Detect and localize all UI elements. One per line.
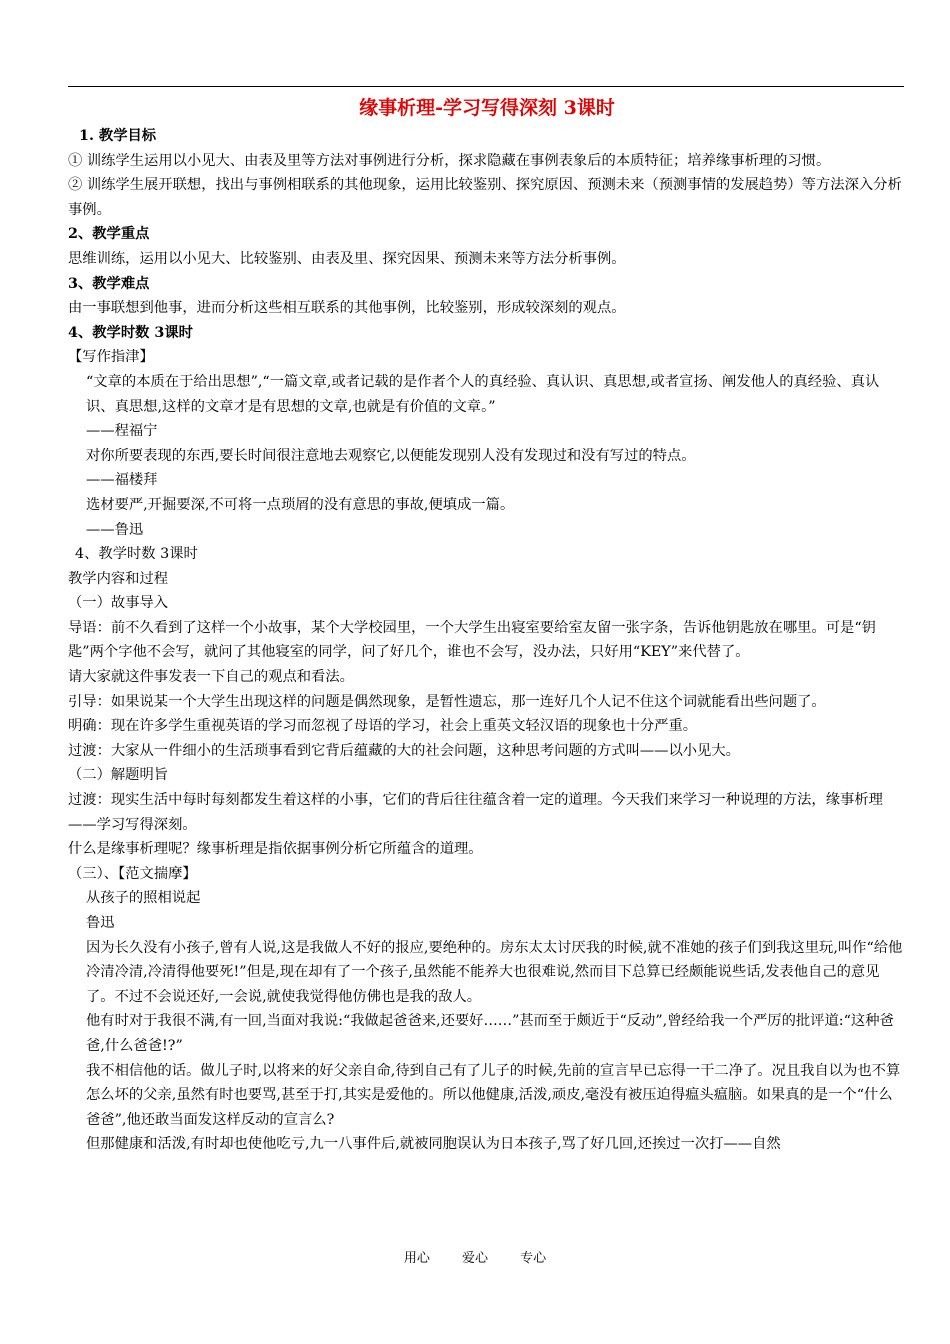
paragraph: （一）故事导入 [68,595,169,612]
paragraph: 教学内容和过程 [68,570,169,587]
paragraph: ① 训练学生运用以小见大、由表及里等方法对事例进行分析，探求隐藏在事例表象后的本质特征；培养缘事析理的习惯。 [68,152,831,169]
paragraph: 鲁迅 [86,915,115,931]
paragraph: 过渡：现实生活中每时每刻都发生着这样的小事，它们的背后往往蕴含着一定的道理。今天我们来学习一种说理的方法，缘事析理——学习写得深刻。 [68,792,883,833]
paragraph: 请大家就这件事发表一下自己的观点和看法。 [68,669,354,686]
paragraph: （二）解题明旨 [68,767,169,784]
paragraph: ——程福宁 [86,423,158,440]
page-footer [0,1250,950,1268]
section-heading: 2、教学重点 [68,226,150,243]
paragraph: 从孩子的照相说起 [86,890,201,907]
section-heading: 1. 教学目标 [79,128,157,144]
paragraph: ② 训练学生展开联想，找出与事例相联系的其他现象，运用比较鉴别、探究原因、预测未来（预测事情的发展趋势）等方法深入分析事例。 [68,177,902,218]
paragraph: 导语：前不久看到了这样一个小故事，某个大学校园里，一个大学生出寝室要给室友留一张字条，告诉他钥匙放在哪里。可是“钥匙”两个字他不会写，就问了其他寝室的同学，问了好几个，谁也不会写，没办法，只好用“KEY”来代替了。 [68,619,876,661]
paragraph: 我不相信他的话。做儿子时,以将来的好父亲自命,待到自己有了儿子的时候,先前的宣言早已忘得一干二净了。况且我自以为也不算怎么坏的父亲,虽然有时也要骂,甚至于打,其实是爱他的。所以他健康,活泼,顽皮,毫没有被压迫得瘟头瘟脑。如果真的是一个“什么爸爸”,他还敢当面发这样反动的宣言么? [86,1062,901,1128]
paragraph: 什么是缘事析理呢？缘事析理是指依据事例分析它所蕴含的道理。 [68,841,483,858]
footer-item: 专心 [520,1251,547,1266]
paragraph: “文章的本质在于给出思想”,“一篇文章,或者记载的是作者个人的真经验、真认识、真思想,或者宣扬、阐发他人的真经验、真认识、真思想,这样的文章才是有思想的文章,也就是有价值的文章。” [86,373,880,415]
section-heading: 3、教学难点 [68,275,150,292]
paragraph: ——福楼拜 [86,472,158,489]
section-heading: 4、教学时数 3课时 [68,324,193,341]
paragraph: 选材要严,开掘要深,不可将一点琐屑的没有意思的事故,便填成一篇。 [86,496,515,513]
paragraph: 因为长久没有小孩子,曾有人说,这是我做人不好的报应,要绝种的。房东太太讨厌我的时候,就不准她的孩子们到我这里玩,叫作“给他冷清冷清,冷清得他要死!”但是,现在却有了一个孩子,虽然能不能养大也很难说,然而目下总算已经颇能说些话,发表他自己的意见了。不过不会说还好,一会说,就使我觉得他仿佛也是我的敌人。 [86,939,903,1005]
paragraph: ——鲁迅 [86,521,144,538]
header-rule [68,86,904,87]
paragraph: 由一事联想到他事，进而分析这些相互联系的其他事例，比较鉴别，形成较深刻的观点。 [68,300,626,317]
paragraph: 思维训练，运用以小见大、比较鉴别、由表及里、探究因果、预测未来等方法分析事例。 [68,250,626,267]
paragraph: 【写作指津】 [68,349,154,366]
paragraph: （三）、【范文揣摩】 [68,865,197,882]
footer-item: 爱心 [461,1251,488,1266]
paragraph: 对你所要表现的东西,要长时间很注意地去观察它,以便能发现别人没有发现过和没有写过的特点。 [86,447,696,464]
paragraph: 但那健康和活泼,有时却也使他吃亏,九一八事件后,就被同胞误认为日本孩子,骂了好几回,还挨过一次打——自然 [86,1136,781,1153]
paragraph: 过渡：大家从一件细小的生活琐事看到它背后蕴藏的大的社会问题，这种思考问题的方式叫——以小见大。 [68,742,740,759]
document-body [68,92,906,1157]
paragraph: 他有时对于我很不满,有一回,当面对我说:“我做起爸爸来,还要好……”甚而至于颇近于“反动”,曾经给我一个严厉的批评道:“这种爸爸,什么爸爸!?” [86,1013,894,1054]
paragraph: 引导：如果说某一个大学生出现这样的问题是偶然现象，是暂性遗忘，那一连好几个人记不住这个词就能看出些问题了。 [68,693,826,710]
paragraph: 明确：现在许多学生重视英语的学习而忽视了母语的学习，社会上重英文轻汉语的现象也十分严重。 [68,718,698,735]
paragraph: 4、教学时数 3课时 [75,546,198,563]
document-title: 缘事析理-学习写得深刻 3课时 [359,97,615,119]
paragraph-list [68,124,906,1157]
footer-item: 用心 [403,1251,430,1266]
